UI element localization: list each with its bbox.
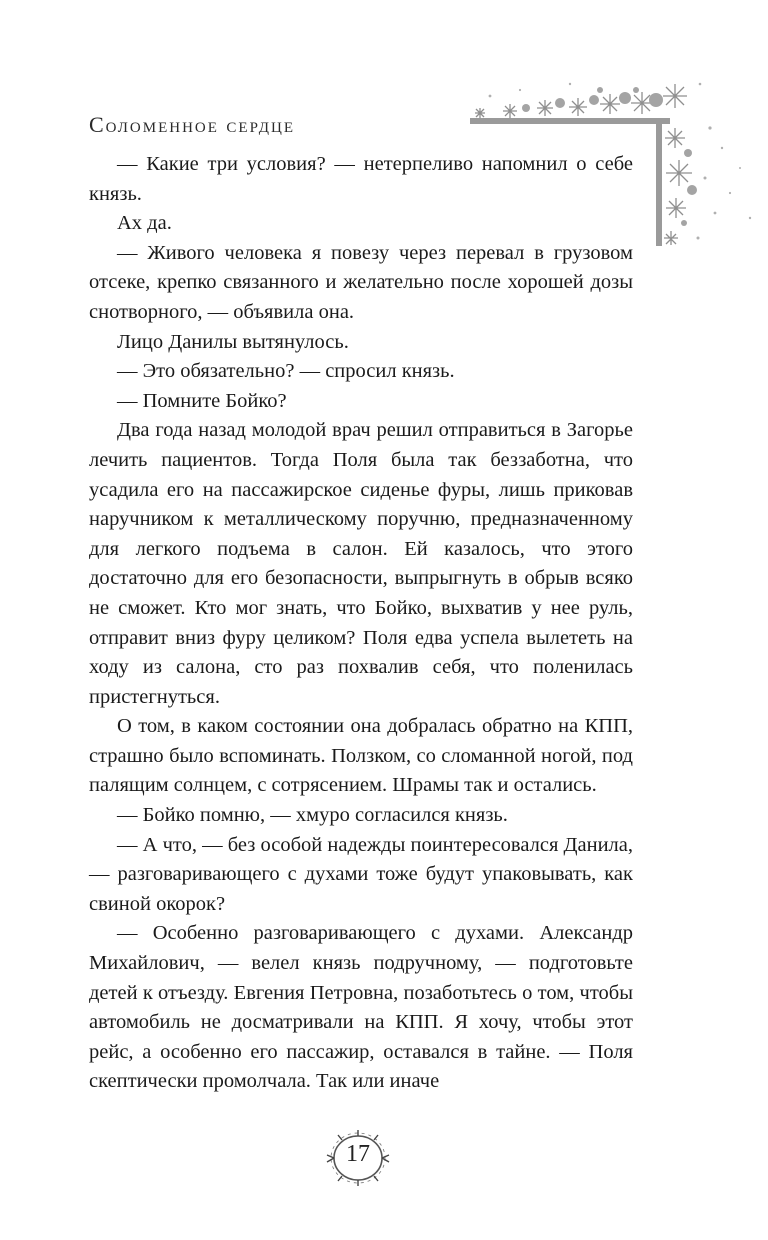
- paragraph: Лицо Данилы вытянулось.: [117, 330, 349, 353]
- paragraph: О том, в каком состоянии она добралась обратно на КПП, страшно было вспоминать. Ползком, со сломанной ногой, под палящим солнцем, с сотрясением. Шрамы так и остались.: [89, 715, 633, 797]
- paragraph: — А что, — без особой надежды поинтересовался Данила, — разговаривающего с духами тоже будут упаковывать, как свиной окорок?: [89, 833, 633, 915]
- paragraph: Два года назад молодой врач решил отправиться в Загорье лечить пациентов. Тогда Поля была так беззаботна, что усадила его на пассажирское сиденье фуры, лишь приковав наручником к металлическому поручню, предназначенному для легкого подъема в салон. Ей казалось, что этого достаточно для его безопасности, выпрыгнуть в обрыв всяко не сможет. Кто мог знать, что Бойко, выхватив у нее руль, отправит вниз фуру целиком? Поля едва успела вылететь на ходу из салона, сто раз похвалив себя, что поленилась пристегнуться.: [89, 419, 633, 708]
- paragraph: Ах да.: [117, 212, 172, 235]
- paragraph: — Бойко помню, — хмуро согласился князь.: [117, 804, 508, 827]
- paragraph: — Живого человека я повезу через перевал в грузовом отсеке, крепко связанного и желательно после хорошей дозы снотворного, — объявила она.: [89, 241, 633, 323]
- paragraph: — Особенно разговаривающего с духами. Александр Михайлович, — велел князь подручному, — подготовьте детей к отъезду. Евгения Петровна, позаботьтесь о том, чтобы автомобиль не досматривали на КПП. Я хочу, чтобы этот рейс, а особенно его пассажир, оставался в тайне. — Поля скептически промолчала. Так или иначе: [89, 922, 633, 1093]
- body-text: [89, 150, 633, 1097]
- paragraph: — Это обязательно? — спросил князь.: [117, 360, 455, 383]
- page-number: 17: [346, 1141, 370, 1167]
- corner-frame-top: [470, 118, 670, 124]
- paragraph: — Помните Бойко?: [117, 389, 287, 412]
- running-title: Соломенное сердце: [89, 112, 296, 137]
- corner-frame-right: [656, 118, 662, 246]
- paragraph: — Какие три условия? — нетерпеливо напомнил о себе князь.: [89, 153, 633, 205]
- page-number-ornament: [322, 1128, 394, 1188]
